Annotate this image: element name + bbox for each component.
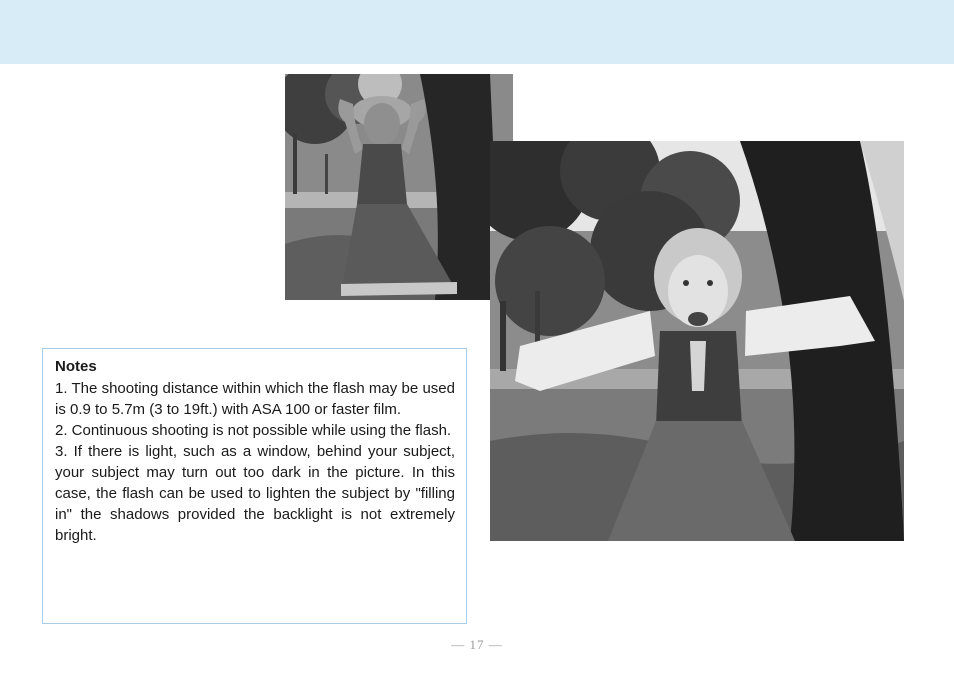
page-number: — 17 — — [451, 637, 503, 652]
photo-backlit-subject-dark — [285, 74, 513, 300]
photo-fill-flash-image — [490, 141, 904, 541]
note-item-2: 2. Continuous shooting is not possible while using the flash. — [55, 422, 452, 439]
photo-fill-flash-subject — [490, 141, 904, 541]
photo-backlit-image — [285, 74, 513, 300]
notes-box — [42, 348, 467, 624]
note-item-1: 1. The shooting distance within which the flash may be used is 0.9 to 5.7m (3 to 19ft.) with ASA 100 or faster film. — [55, 380, 455, 418]
note-item-3: 3. If there is light, such as a window, behind your subject, your subject may turn out too dark in the picture. In this case, the flash can be used to lighten the subject by "filling in" the shadows provided the backlight is not extremely bright. — [55, 443, 455, 544]
header-band — [0, 0, 954, 64]
notes-title: Notes — [55, 358, 97, 375]
